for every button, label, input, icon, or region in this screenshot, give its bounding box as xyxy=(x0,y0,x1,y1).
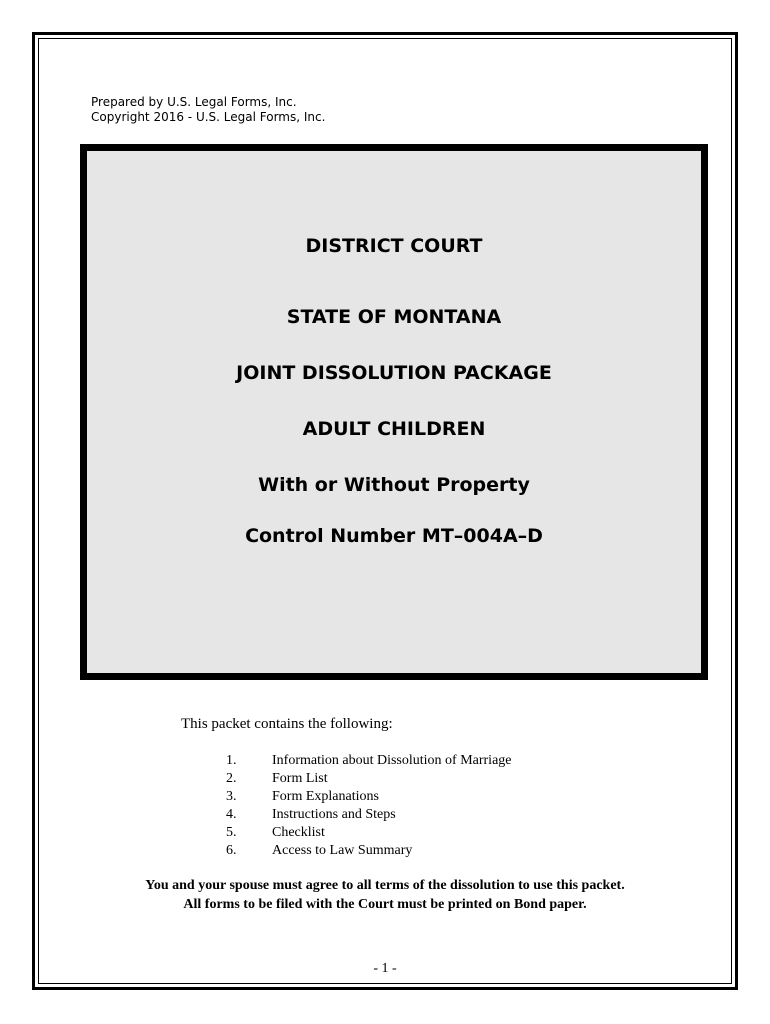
list-item-label: Form List xyxy=(272,771,328,786)
list-item xyxy=(226,752,512,770)
control-number: Control Number MT–004A–D xyxy=(245,525,543,547)
list-item-number: 6. xyxy=(226,843,237,858)
preparer-notice xyxy=(91,95,325,125)
package-title: JOINT DISSOLUTION PACKAGE xyxy=(236,362,552,384)
list-item-label: Information about Dissolution of Marriage xyxy=(272,753,512,768)
contents-intro: This packet contains the following: xyxy=(181,716,393,732)
list-item xyxy=(226,824,512,842)
title-box xyxy=(80,144,708,680)
court-name: DISTRICT COURT xyxy=(305,235,483,257)
list-item xyxy=(226,788,512,806)
contents-list xyxy=(226,752,512,860)
agreement-notice: You and your spouse must agree to all terms of the dissolution to use this packet. xyxy=(145,878,625,893)
list-item-label: Instructions and Steps xyxy=(272,807,396,822)
copyright-text: Copyright 2016 - U.S. Legal Forms, Inc. xyxy=(91,110,326,124)
package-subtitle: ADULT CHILDREN xyxy=(302,418,486,440)
list-item-label: Access to Law Summary xyxy=(272,843,413,858)
state-name: STATE OF MONTANA xyxy=(286,306,502,328)
list-item xyxy=(226,806,512,824)
bond-paper-notice: All forms to be filed with the Court must be printed on Bond paper. xyxy=(183,897,587,912)
list-item-label: Form Explanations xyxy=(272,789,379,804)
list-item-number: 3. xyxy=(226,789,237,804)
page-number: - 1 - xyxy=(373,961,397,976)
property-note: With or Without Property xyxy=(258,474,530,496)
list-item-number: 4. xyxy=(226,807,237,822)
list-item-number: 2. xyxy=(226,771,237,786)
prepared-by-text: Prepared by U.S. Legal Forms, Inc. xyxy=(91,95,297,109)
list-item-number: 5. xyxy=(226,825,237,840)
list-item xyxy=(226,842,512,860)
list-item-label: Checklist xyxy=(272,825,325,840)
list-item-number: 1. xyxy=(226,753,237,768)
list-item xyxy=(226,770,512,788)
